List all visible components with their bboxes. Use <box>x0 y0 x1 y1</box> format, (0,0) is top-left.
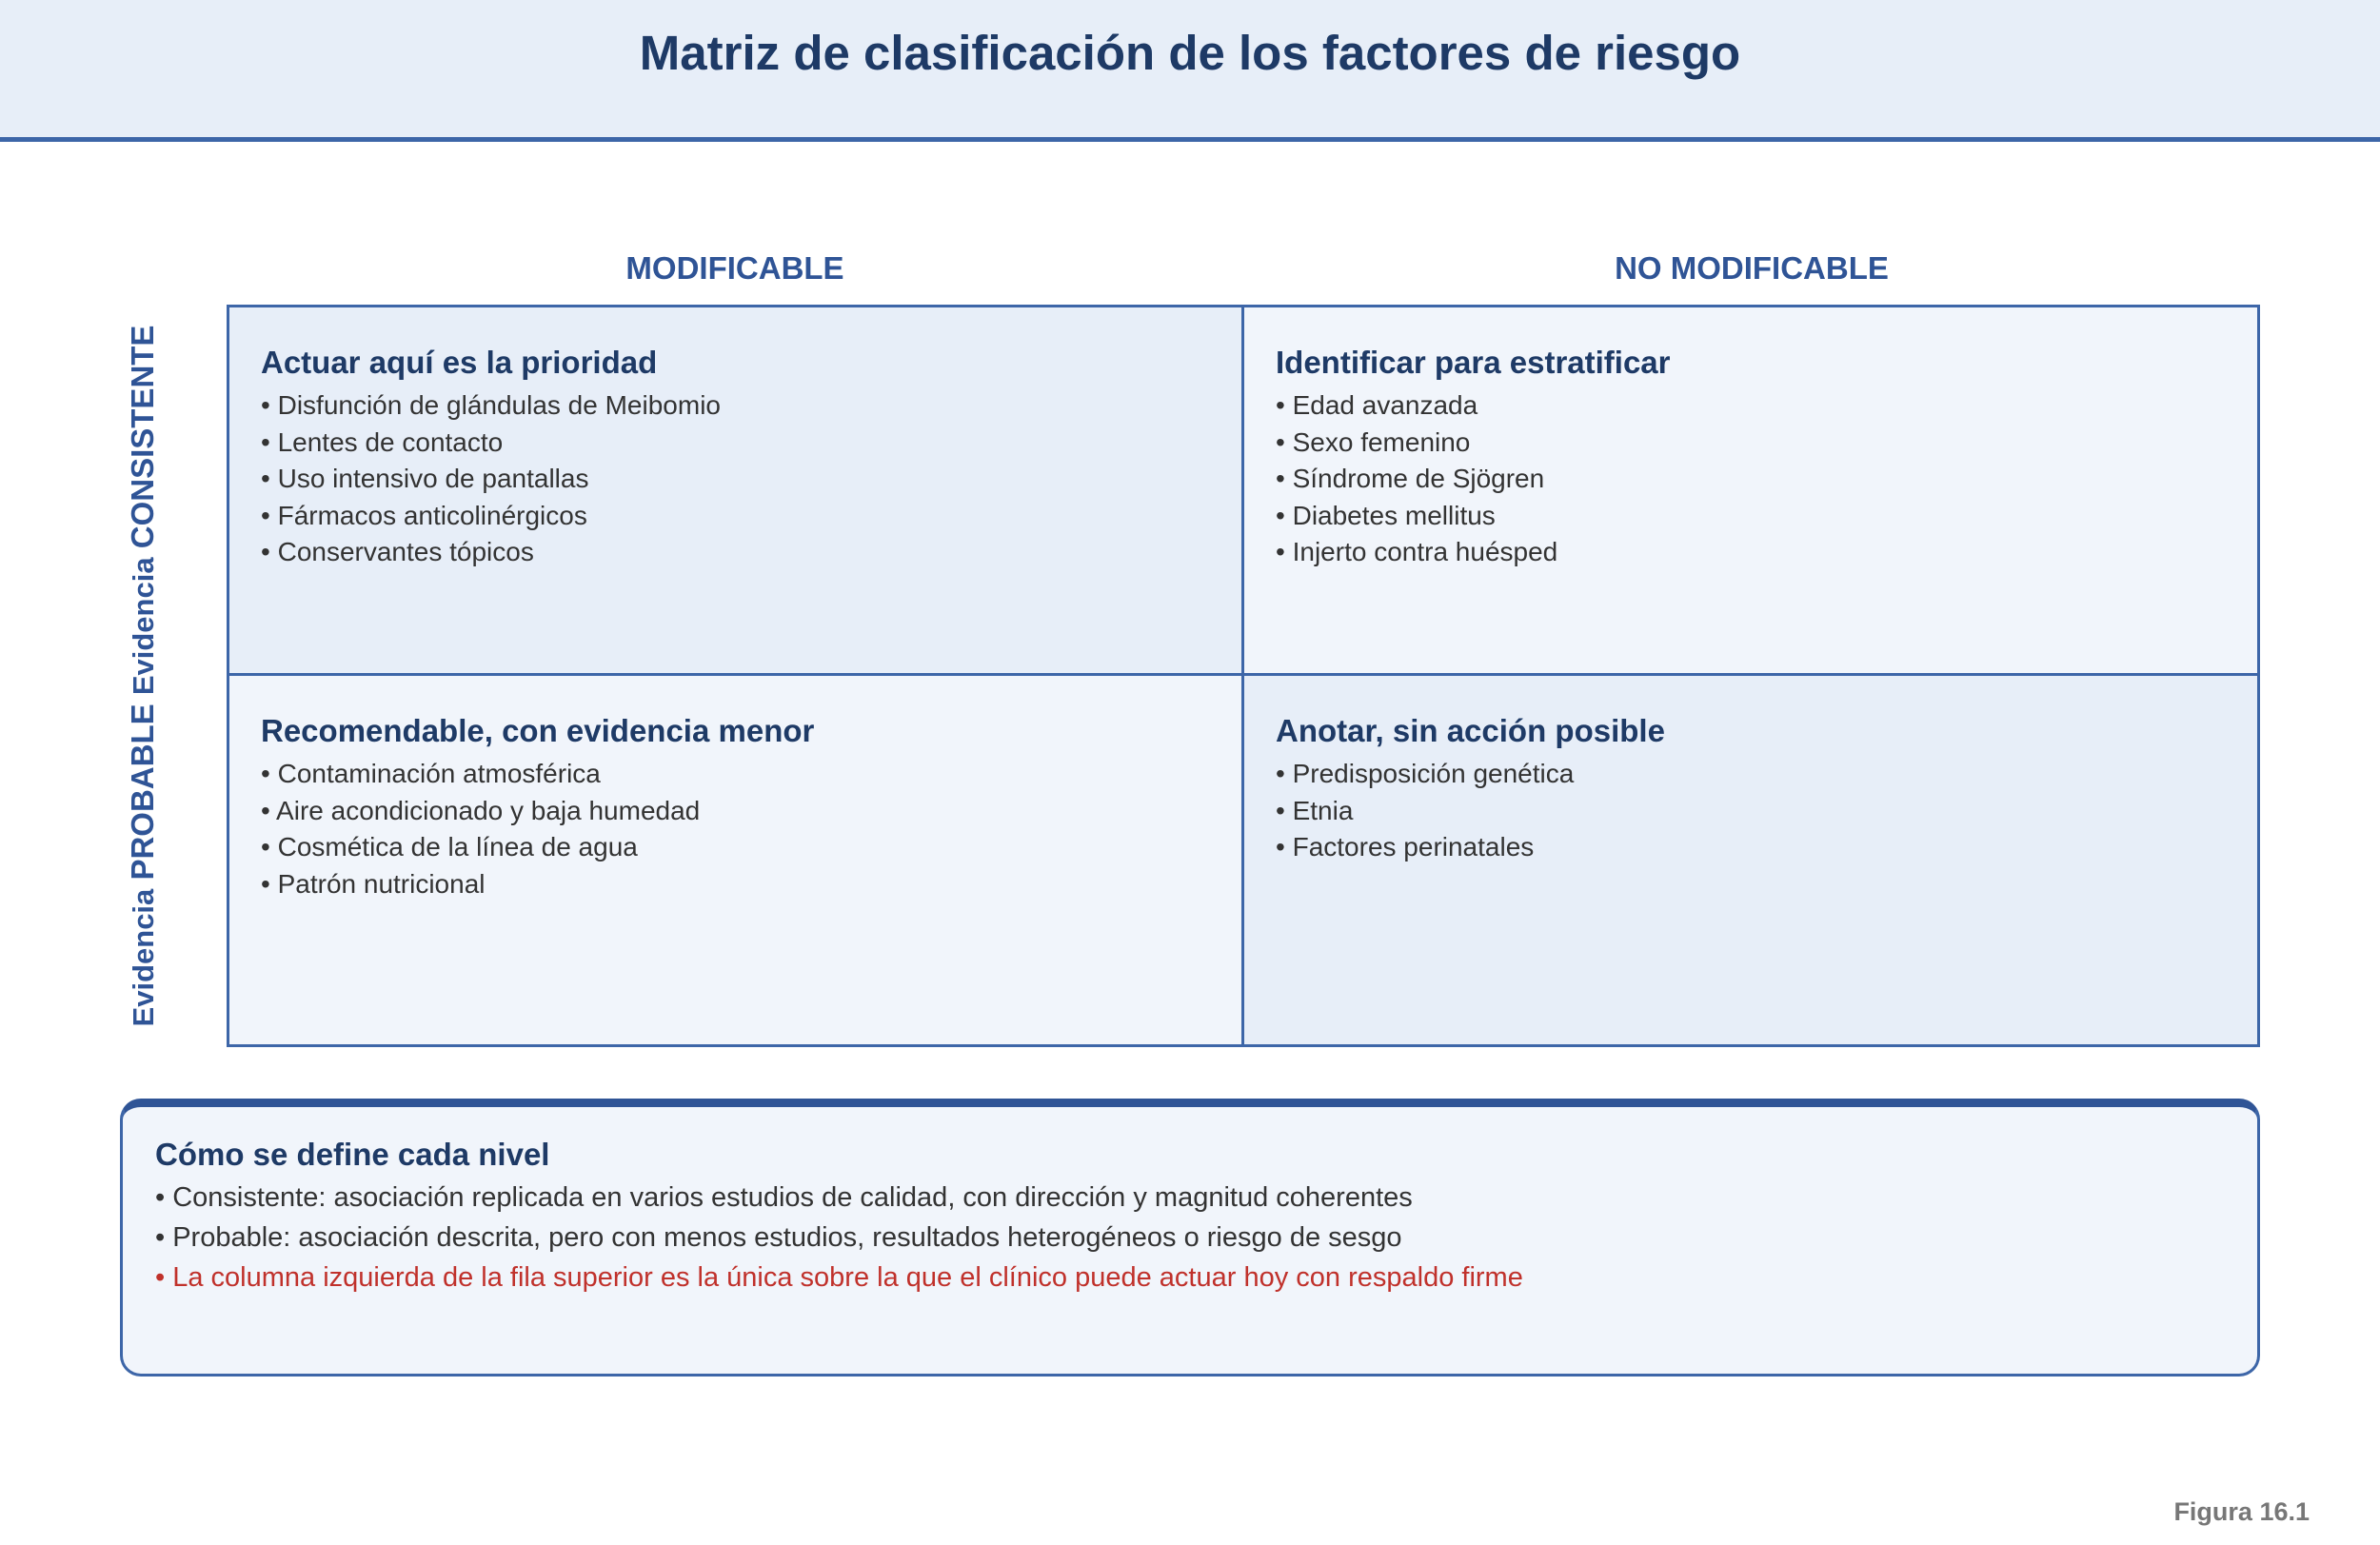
row-label-consistent: CONSISTENTE <box>125 325 160 549</box>
list-item: • Factores perinatales <box>1276 832 1535 862</box>
figure-title: Matriz de clasificación de los factores de riesgo <box>639 26 1741 80</box>
cell-probable-modifiable <box>229 676 1244 1044</box>
list-item: • Lentes de contacto <box>261 426 504 457</box>
row-label-probable: PROBABLE <box>125 703 160 881</box>
definition-highlight: • La columna izquierda de la fila superior es la única sobre la que el clínico puede actuar hoy con respaldo firme <box>155 1262 1523 1293</box>
cell-probable-non-modifiable <box>1244 676 2257 1044</box>
list-item: • Sexo femenino <box>1276 426 1471 457</box>
definitions-list <box>155 1178 2257 1297</box>
definition-item-consistent: • Consistente: asociación replicada en varios estudios de calidad, con dirección y magnitud coherentes <box>155 1182 1413 1213</box>
cell-title: Identificar para estratificar <box>1276 345 1671 380</box>
list-item: • Diabetes mellitus <box>1276 500 1496 530</box>
list-item: • Injerto contra huésped <box>1276 537 1558 566</box>
list-item: • Disfunción de glándulas de Meibomio <box>261 390 721 420</box>
row-axis-prefix-top: Evidencia <box>127 557 160 696</box>
definitions-title: Cómo se define cada nivel <box>155 1137 550 1172</box>
cell-consistent-non-modifiable <box>1244 307 2257 676</box>
list-item: • Predisposición genética <box>1276 759 1575 788</box>
risk-matrix <box>227 305 2260 1047</box>
list-item: • Conservantes tópicos <box>261 537 534 566</box>
cell-title: Recomendable, con evidencia menor <box>261 713 815 748</box>
cell-title: Actuar aquí es la prioridad <box>261 345 658 380</box>
list-item: • Síndrome de Sjögren <box>1276 464 1545 493</box>
list-item: • Contaminación atmosférica <box>261 759 601 788</box>
cell-list <box>1276 387 2257 571</box>
list-item: • Etnia <box>1276 795 1354 825</box>
column-label-modifiable: MODIFICABLE <box>625 250 844 286</box>
header-banner <box>0 0 2380 142</box>
cell-list <box>261 387 1241 571</box>
row-axis-prefix-bottom: Evidencia <box>127 888 160 1027</box>
cell-list <box>261 756 1241 902</box>
cell-consistent-modifiable <box>229 307 1244 676</box>
figure-number: Figura 16.1 <box>2173 1497 2310 1526</box>
definition-item-probable: • Probable: asociación descrita, pero con menos estudios, resultados heterogéneos o riesgo de sesgo <box>155 1222 1402 1253</box>
cell-list <box>1276 756 2257 866</box>
list-item: • Patrón nutricional <box>261 868 486 899</box>
column-label-non-modifiable: NO MODIFICABLE <box>1615 250 1889 286</box>
definitions-panel <box>120 1099 2260 1377</box>
cell-title: Anotar, sin acción posible <box>1276 713 1665 748</box>
list-item: • Aire acondicionado y baja humedad <box>261 795 701 825</box>
list-item: • Edad avanzada <box>1276 390 1478 420</box>
list-item: • Cosmética de la línea de agua <box>261 832 638 862</box>
row-axis-label <box>124 286 162 1066</box>
list-item: • Uso intensivo de pantallas <box>261 464 589 493</box>
list-item: • Fármacos anticolinérgicos <box>261 500 587 530</box>
